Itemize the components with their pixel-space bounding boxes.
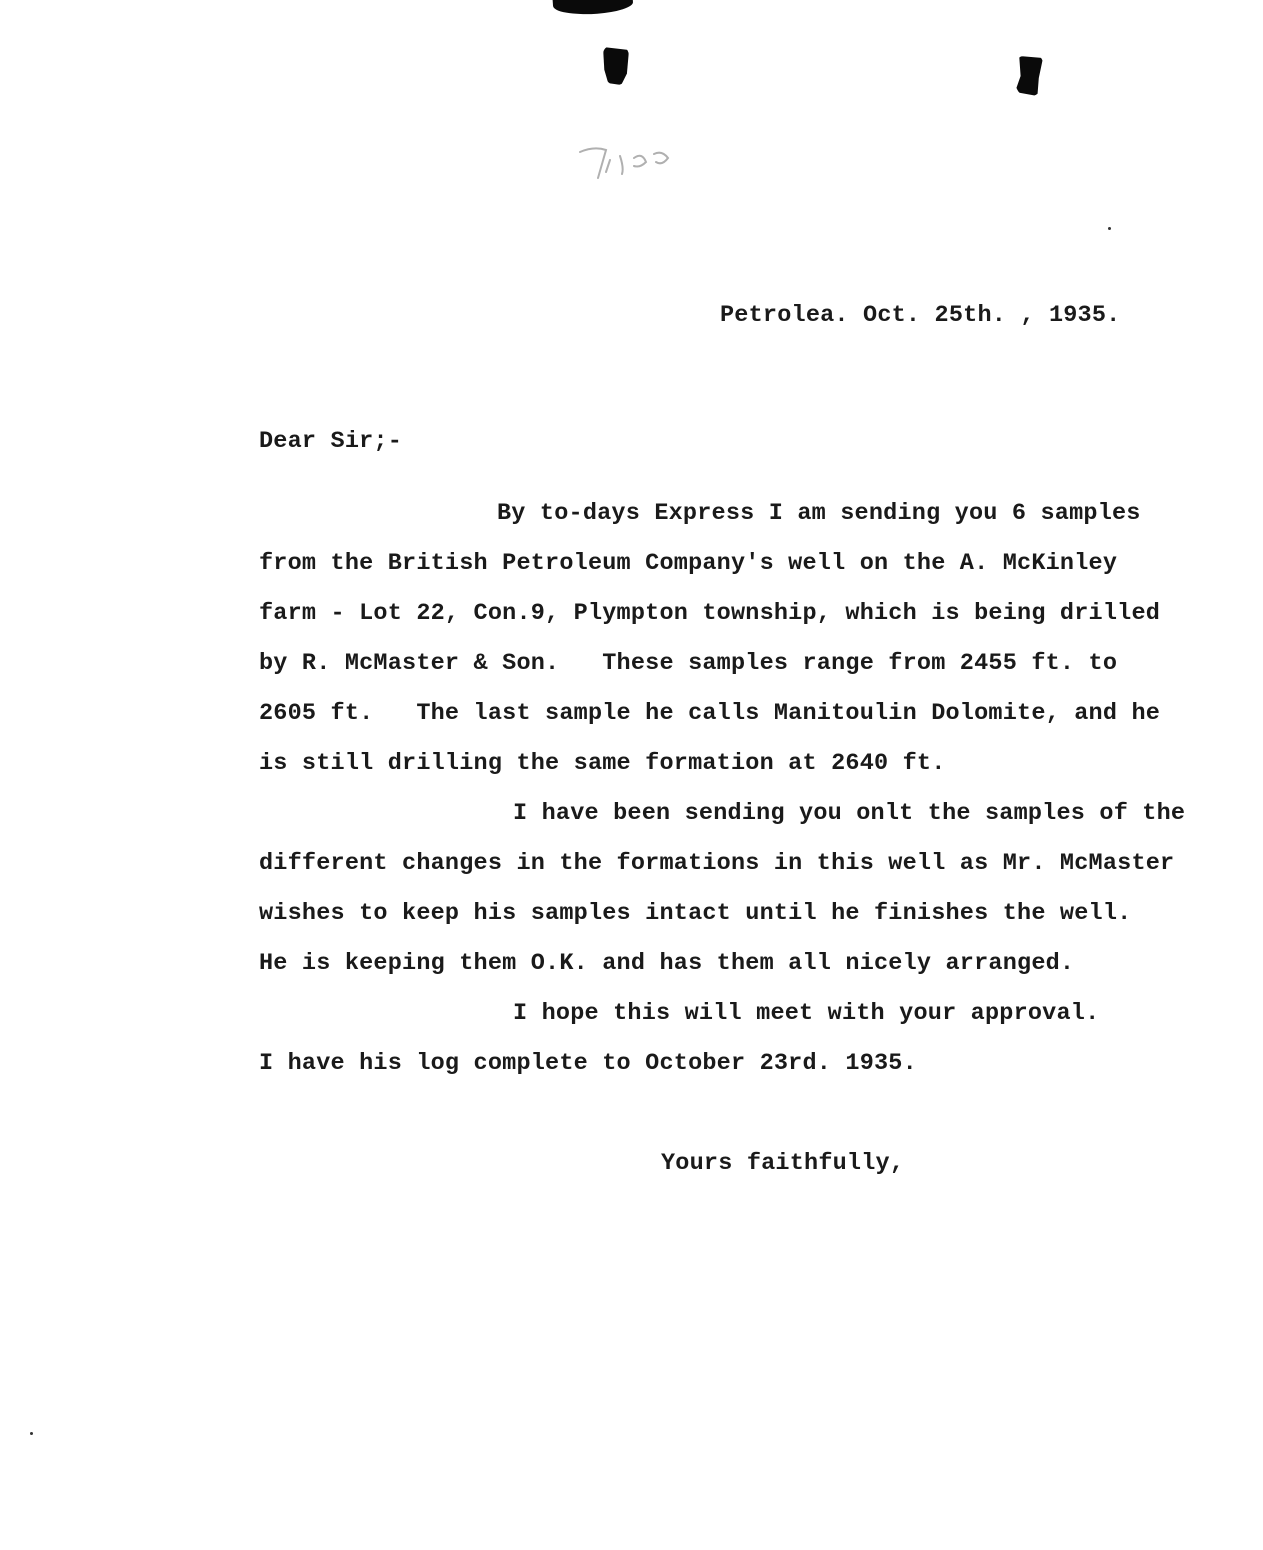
paragraph-1-line: by R. McMaster & Son. These samples range from 2455 ft. to (259, 650, 1118, 677)
punch-hole-right (1015, 56, 1043, 96)
ink-blot (552, 0, 633, 17)
closing: Yours faithfully, (661, 1150, 905, 1177)
date-line: Petrolea. Oct. 25th. , 1935. (720, 302, 1121, 329)
paragraph-2-line: wishes to keep his samples intact until he finishes the well. (259, 900, 1132, 927)
paragraph-1-line: By to-days Express I am sending you 6 samples (497, 500, 1141, 527)
paragraph-3-line: I have his log complete to October 23rd. 1935. (259, 1050, 917, 1077)
scan-speck (30, 1432, 33, 1435)
paragraph-1-line: farm - Lot 22, Con.9, Plympton township, which is being drilled (259, 600, 1161, 627)
paragraph-1-line: 2605 ft. The last sample he calls Manitoulin Dolomite, and he (259, 700, 1161, 727)
paragraph-2-line: He is keeping them O.K. and has them all nicely arranged. (259, 950, 1075, 977)
paragraph-1-line: is still drilling the same formation at 2640 ft. (259, 750, 946, 777)
paragraph-2-line: I have been sending you onlt the samples of the (513, 800, 1186, 827)
paragraph-3-line: I hope this will meet with your approval. (513, 1000, 1100, 1027)
scan-speck (1108, 227, 1111, 230)
pencil-scribble (576, 138, 686, 188)
paragraph-2-line: different changes in the formations in this well as Mr. McMaster (259, 850, 1175, 877)
salutation: Dear Sir;- (259, 428, 403, 455)
paragraph-1-line: from the British Petroleum Company's well on the A. McKinley (259, 550, 1118, 577)
punch-hole-left (603, 47, 629, 85)
